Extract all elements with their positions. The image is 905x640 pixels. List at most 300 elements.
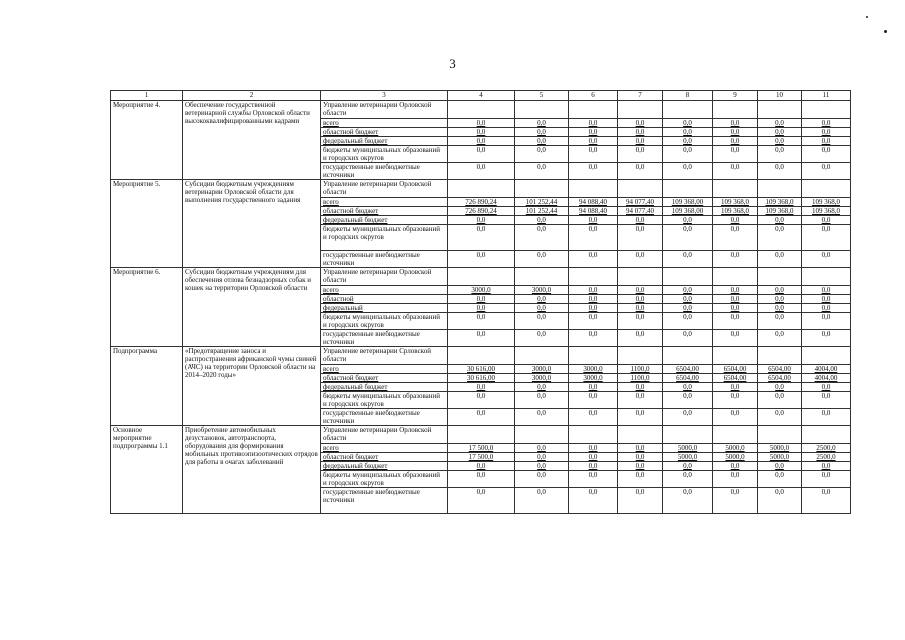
column-number: 2 [183,91,321,101]
funding-value: 0,0 [758,286,802,295]
funding-value: 0,0 [758,216,802,225]
funding-value: 0,0 [713,383,758,392]
funding-value: 0,0 [618,444,663,453]
funding-source: всего [321,198,448,207]
empty-cell [569,268,618,286]
empty-cell [758,180,802,198]
funding-value: 0,0 [758,471,802,488]
funding-value: 0,0 [618,392,663,409]
funding-value: 0,0 [515,146,569,163]
funding-value: 0,0 [758,225,802,251]
measure-description: Субсидии бюджетным учреждениям для обеспечения отлова безнадзорных собак и кошек на территории Орловской области [183,268,321,347]
funding-value: 6504,00 [758,365,802,374]
empty-cell [448,426,515,444]
funding-value: 0,0 [802,137,851,146]
funding-value: 94 077,40 [618,207,663,216]
funding-value: 0,0 [515,225,569,251]
funding-value: 101 252,44 [515,198,569,207]
funding-value: 0,0 [758,409,802,426]
funding-value: 94 088,40 [569,198,618,207]
funding-source: федеральный [321,304,448,313]
funding-value: 0,0 [448,216,515,225]
funding-value: 0,0 [713,146,758,163]
funding-value: 0,0 [618,462,663,471]
empty-cell [448,268,515,286]
funding-value: 3000,0 [569,365,618,374]
funding-value: 0,0 [448,304,515,313]
funding-value: 0,0 [618,453,663,462]
funding-table [110,90,851,514]
funding-value: 0,0 [448,295,515,304]
funding-value: 0,0 [515,128,569,137]
empty-cell [802,180,851,198]
funding-source: федеральный бюджет [321,137,448,146]
funding-value: 109 368,0 [713,207,758,216]
funding-value: 6504,00 [758,374,802,383]
funding-source: областной бюджет [321,207,448,216]
measure-label: Подпрограмма [111,347,183,426]
funding-value: 0,0 [515,392,569,409]
column-number: 8 [663,91,713,101]
funding-value: 6504,00 [713,365,758,374]
funding-value: 0,0 [758,146,802,163]
funding-value: 0,0 [515,163,569,180]
funding-value: 0,0 [713,119,758,128]
funding-value: 0,0 [448,137,515,146]
funding-value: 0,0 [802,304,851,313]
funding-value: 0,0 [515,444,569,453]
funding-value: 0,0 [663,137,713,146]
funding-value: 0,0 [618,471,663,488]
funding-value: 0,0 [663,392,713,409]
funding-value: 0,0 [758,462,802,471]
funding-value: 0,0 [713,137,758,146]
funding-value: 726 890,24 [448,198,515,207]
funding-value: 0,0 [618,225,663,251]
measure-label: Основное мероприятие подпрограммы 1.1 [111,426,183,514]
funding-value: 0,0 [713,471,758,488]
funding-source: всего [321,365,448,374]
funding-value: 0,0 [758,330,802,347]
funding-value: 5000,0 [713,444,758,453]
funding-value: 0,0 [758,488,802,514]
funding-value: 4004,00 [802,365,851,374]
funding-value: 3000,0 [515,365,569,374]
funding-value: 0,0 [569,163,618,180]
funding-value: 0,0 [663,295,713,304]
funding-value: 0,0 [448,225,515,251]
funding-source: всего [321,286,448,295]
funding-value: 5000,0 [713,453,758,462]
group-executor-row [111,101,851,119]
measure-description: Обеспечение государственной ветеринарной службы Орловской области высококвалифицированными кадрами [183,101,321,180]
column-number: 4 [448,91,515,101]
funding-value: 0,0 [618,137,663,146]
empty-cell [713,180,758,198]
empty-cell [618,268,663,286]
empty-cell [802,347,851,365]
funding-value: 0,0 [618,119,663,128]
funding-value: 0,0 [802,462,851,471]
empty-cell [802,101,851,119]
funding-value: 0,0 [713,295,758,304]
funding-value: 0,0 [448,330,515,347]
funding-value: 0,0 [663,146,713,163]
funding-value: 0,0 [448,146,515,163]
funding-source: бюджеты муниципальных образований и городских округов [321,313,448,330]
measure-label: Мероприятие 5. [111,180,183,268]
funding-value: 0,0 [663,462,713,471]
funding-value: 0,0 [713,251,758,268]
funding-value: 0,0 [663,163,713,180]
funding-value: 0,0 [663,251,713,268]
funding-value: 0,0 [448,313,515,330]
funding-value: 0,0 [618,383,663,392]
scan-speck [884,30,887,33]
funding-source: областной бюджет [321,453,448,462]
funding-value: 726 890,24 [448,207,515,216]
empty-cell [663,268,713,286]
empty-cell [569,101,618,119]
funding-value: 0,0 [802,383,851,392]
empty-cell [802,426,851,444]
funding-value: 0,0 [758,392,802,409]
funding-value: 0,0 [569,216,618,225]
funding-value: 0,0 [448,128,515,137]
empty-cell [515,347,569,365]
funding-value: 94 077,40 [618,198,663,207]
funding-value: 0,0 [802,488,851,514]
measure-description: Субсидии бюджетным учреждениям ветеринарии Орловской области для выполнения государственного задания [183,180,321,268]
column-number: 1 [111,91,183,101]
funding-value: 0,0 [515,313,569,330]
funding-value: 2500,0 [802,453,851,462]
funding-value: 1100,0 [618,374,663,383]
funding-value: 30 616,00 [448,374,515,383]
funding-value: 109 368,0 [802,198,851,207]
funding-source: государственные внебюджетные источники [321,163,448,180]
funding-value: 0,0 [663,128,713,137]
column-number: 10 [758,91,802,101]
funding-value: 0,0 [802,128,851,137]
funding-value: 0,0 [618,146,663,163]
funding-value: 5000,0 [758,453,802,462]
funding-source: государственные внебюджетные источники [321,330,448,347]
responsible-executor: Управление ветеринарии Орловской области [321,426,448,444]
empty-cell [618,347,663,365]
funding-value: 5000,0 [663,453,713,462]
funding-value: 0,0 [618,488,663,514]
funding-source: государственные внебюджетные источники [321,409,448,426]
empty-cell [663,426,713,444]
funding-value: 109 368,0 [758,207,802,216]
funding-value: 0,0 [713,304,758,313]
measure-description: Приобретение автомобильных дезустановок, автотранспорта, оборудования для формирования мобильных противоэпизоотических отрядов для работы в очагах заболеваний [183,426,321,514]
empty-cell [515,426,569,444]
funding-value: 109 368,00 [663,207,713,216]
funding-value: 109 368,0 [802,207,851,216]
funding-value: 0,0 [515,119,569,128]
funding-value: 3000,0 [569,374,618,383]
empty-cell [618,180,663,198]
funding-value: 0,0 [713,225,758,251]
funding-value: 0,0 [758,119,802,128]
funding-value: 0,0 [663,119,713,128]
funding-value: 0,0 [515,462,569,471]
funding-value: 0,0 [618,304,663,313]
funding-value: 0,0 [713,409,758,426]
empty-cell [569,180,618,198]
funding-value: 0,0 [618,251,663,268]
funding-value: 0,0 [758,383,802,392]
funding-source: государственные внебюджетные источники [321,488,448,514]
funding-value: 5000,0 [663,444,713,453]
funding-value: 0,0 [663,225,713,251]
column-number: 11 [802,91,851,101]
funding-source: областной бюджет [321,374,448,383]
empty-cell [448,101,515,119]
funding-value: 17 500,0 [448,453,515,462]
empty-cell [758,101,802,119]
funding-value: 0,0 [569,146,618,163]
funding-value: 0,0 [713,216,758,225]
empty-cell [569,426,618,444]
funding-value: 0,0 [758,304,802,313]
funding-value: 0,0 [802,251,851,268]
funding-source: всего [321,119,448,128]
funding-value: 0,0 [569,119,618,128]
funding-value: 0,0 [448,409,515,426]
funding-source: государственные внебюджетные источники [321,251,448,268]
funding-value: 0,0 [569,251,618,268]
funding-value: 0,0 [802,286,851,295]
funding-value: 0,0 [713,163,758,180]
funding-value: 0,0 [515,471,569,488]
funding-value: 0,0 [618,128,663,137]
funding-value: 3000,0 [515,374,569,383]
group-executor-row [111,426,851,444]
funding-value: 0,0 [713,462,758,471]
funding-value: 0,0 [515,251,569,268]
scan-speck [866,16,868,18]
funding-value: 0,0 [569,128,618,137]
empty-cell [515,180,569,198]
funding-value: 0,0 [515,488,569,514]
funding-source: областной бюджет [321,128,448,137]
funding-value: 0,0 [569,488,618,514]
funding-source: бюджеты муниципальных образований и городских округов [321,392,448,409]
funding-value: 0,0 [448,392,515,409]
funding-value: 0,0 [802,295,851,304]
responsible-executor: Управление ветеринарии Орловской области [321,101,448,119]
funding-source: бюджеты муниципальных образований и городских округов [321,146,448,163]
funding-value: 0,0 [758,251,802,268]
funding-value: 0,0 [713,286,758,295]
funding-value: 0,0 [802,225,851,251]
empty-cell [448,180,515,198]
empty-cell [663,347,713,365]
funding-value: 3000,0 [448,286,515,295]
funding-value: 0,0 [713,330,758,347]
funding-value: 0,0 [758,313,802,330]
funding-value: 0,0 [448,471,515,488]
funding-value: 4004,00 [802,374,851,383]
funding-value: 0,0 [515,216,569,225]
funding-value: 0,0 [618,216,663,225]
funding-value: 0,0 [663,409,713,426]
measure-description: «Предотвращение заноса и распространения африканской чумы свиней (АЧС) на территории Орловской области на 2014–2020 годы» [183,347,321,426]
empty-cell [758,268,802,286]
funding-value: 0,0 [569,286,618,295]
funding-value: 0,0 [802,409,851,426]
empty-cell [515,101,569,119]
funding-value: 0,0 [448,462,515,471]
funding-value: 0,0 [569,137,618,146]
funding-value: 0,0 [618,286,663,295]
funding-value: 0,0 [802,146,851,163]
funding-value: 0,0 [515,304,569,313]
funding-value: 0,0 [618,330,663,347]
funding-value: 0,0 [569,295,618,304]
column-number: 3 [321,91,448,101]
funding-value: 0,0 [713,128,758,137]
funding-value: 0,0 [663,313,713,330]
empty-cell [713,101,758,119]
funding-value: 0,0 [448,488,515,514]
funding-value: 0,0 [663,216,713,225]
funding-value: 0,0 [618,163,663,180]
funding-value: 0,0 [569,409,618,426]
empty-cell [758,426,802,444]
funding-source: бюджеты муниципальных образований и городских округов [321,225,448,251]
funding-value: 0,0 [515,383,569,392]
funding-value: 0,0 [448,163,515,180]
funding-value: 0,0 [802,330,851,347]
funding-value: 6504,00 [663,365,713,374]
funding-value: 109 368,00 [663,198,713,207]
funding-value: 3000,0 [515,286,569,295]
funding-value: 0,0 [618,409,663,426]
column-number: 9 [713,91,758,101]
funding-value: 5000,0 [758,444,802,453]
funding-value: 6504,00 [663,374,713,383]
funding-value: 0,0 [569,225,618,251]
funding-source: всего [321,444,448,453]
funding-value: 0,0 [569,471,618,488]
page-number: 3 [449,56,456,71]
responsible-executor: Управление ветеринарии Срловской области [321,347,448,365]
empty-cell [663,101,713,119]
funding-source: федеральный бюджет [321,462,448,471]
funding-value: 0,0 [569,453,618,462]
funding-value: 0,0 [802,119,851,128]
funding-value: 0,0 [802,163,851,180]
funding-value: 0,0 [713,488,758,514]
empty-cell [713,268,758,286]
funding-value: 0,0 [802,392,851,409]
funding-value: 0,0 [515,137,569,146]
group-executor-row [111,180,851,198]
column-number: 7 [618,91,663,101]
funding-value: 0,0 [569,392,618,409]
funding-value: 109 368,0 [713,198,758,207]
column-number: 5 [515,91,569,101]
funding-value: 0,0 [448,251,515,268]
funding-value: 0,0 [515,409,569,426]
funding-value: 0,0 [758,137,802,146]
funding-value: 17 500,0 [448,444,515,453]
measure-label: Мероприятие 4. [111,101,183,180]
funding-value: 0,0 [515,330,569,347]
funding-value: 0,0 [663,286,713,295]
funding-value: 0,0 [569,304,618,313]
funding-value: 0,0 [802,471,851,488]
funding-value: 0,0 [569,462,618,471]
empty-cell [713,426,758,444]
empty-cell [713,347,758,365]
funding-source: федеральный бюджет [321,216,448,225]
responsible-executor: Управление ветеринарии Орловской области [321,268,448,286]
funding-value: 0,0 [515,295,569,304]
empty-cell [515,268,569,286]
funding-value: 0,0 [663,304,713,313]
funding-value: 109 368,0 [758,198,802,207]
funding-value: 0,0 [569,383,618,392]
empty-cell [618,426,663,444]
funding-value: 0,0 [569,444,618,453]
funding-value: 0,0 [618,313,663,330]
responsible-executor: Управление ветеринарии Орловской области [321,180,448,198]
funding-value: 2500,0 [802,444,851,453]
funding-value: 94 088,40 [569,207,618,216]
funding-value: 0,0 [758,128,802,137]
group-executor-row [111,347,851,365]
funding-value: 0,0 [663,488,713,514]
funding-value: 0,0 [663,330,713,347]
empty-cell [618,101,663,119]
funding-value: 0,0 [515,453,569,462]
empty-cell [663,180,713,198]
measure-label: Мероприятие 6. [111,268,183,347]
funding-source: областной [321,295,448,304]
funding-value: 0,0 [802,313,851,330]
funding-value: 0,0 [713,392,758,409]
funding-value: 0,0 [448,119,515,128]
funding-value: 0,0 [618,295,663,304]
funding-value: 6504,00 [713,374,758,383]
funding-value: 0,0 [713,313,758,330]
funding-value: 0,0 [663,383,713,392]
funding-value: 1100,0 [618,365,663,374]
funding-value: 0,0 [802,216,851,225]
empty-cell [448,347,515,365]
empty-cell [758,347,802,365]
funding-value: 0,0 [758,163,802,180]
group-executor-row [111,268,851,286]
funding-value: 0,0 [448,383,515,392]
funding-source: бюджеты муниципальных образований и городских округов [321,471,448,488]
funding-source: федеральный бюджет [321,383,448,392]
empty-cell [569,347,618,365]
funding-value: 0,0 [569,330,618,347]
funding-value: 101 252,44 [515,207,569,216]
header-row [111,91,851,101]
column-number: 6 [569,91,618,101]
funding-value: 30 616,00 [448,365,515,374]
funding-value: 0,0 [663,471,713,488]
empty-cell [802,268,851,286]
funding-value: 0,0 [758,295,802,304]
